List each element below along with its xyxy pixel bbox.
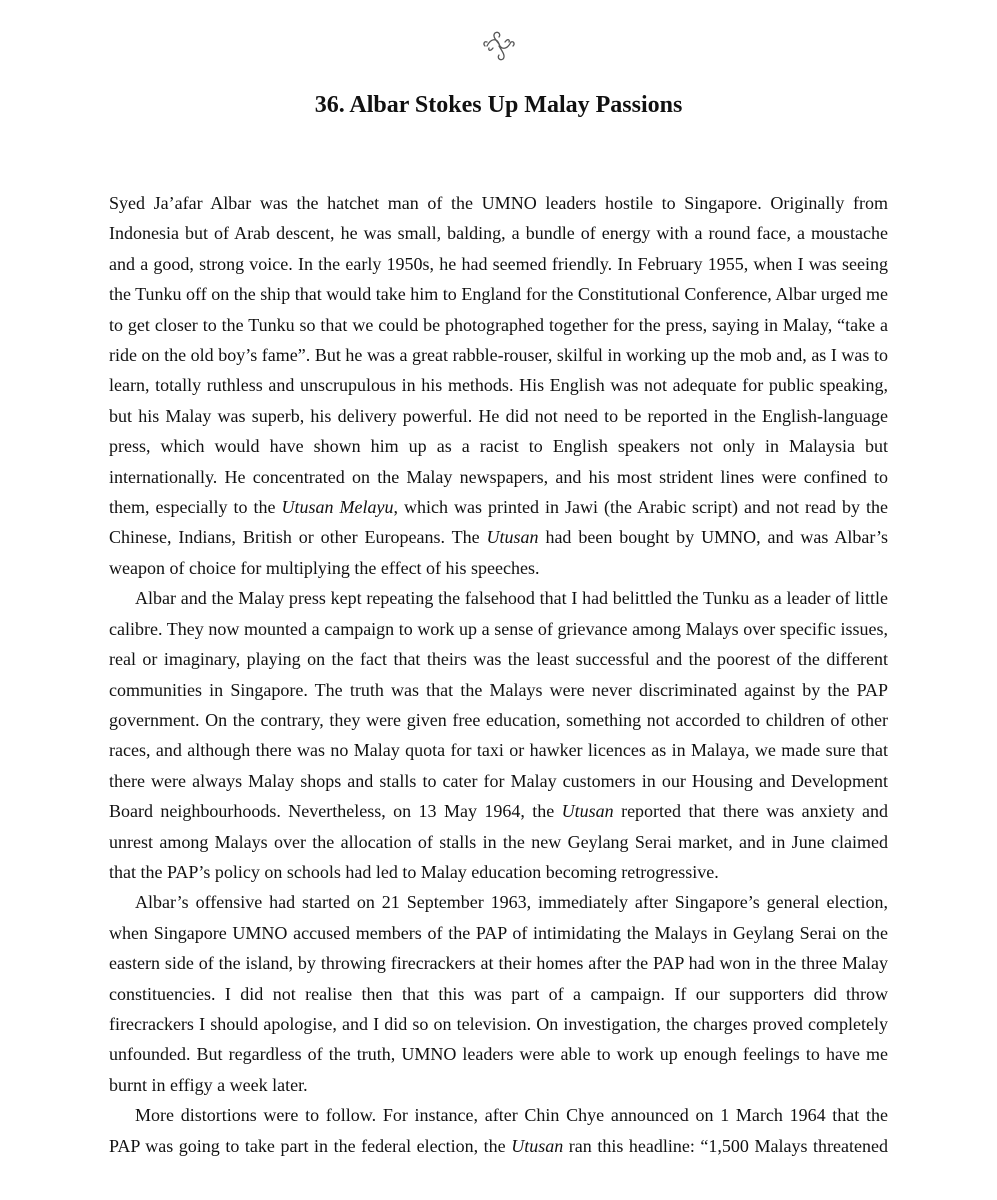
paragraph-text: had been bought by UMNO, and was Albar’s weapon of choice for multiplying the effect of his speeches. bbox=[109, 527, 888, 578]
newspaper-name: Utusan bbox=[486, 527, 539, 548]
paragraph-text: Albar’s offensive had started on 21 September 1963, immediately after Singapore’s general election, when Singapore UMNO accused members of the PAP of intimidating the Malays in Geylang Serai on the eastern side of the island, by throwing firecrackers at their homes after the PAP had won in the three Malay constituencies. I did not realise then that this was part of a campaign. If our supporters did throw firecrackers I should apologise, and I did so on television. On investigation, the charges proved completely unfounded. But regardless of the truth, UMNO leaders were able to work up enough feelings to have me burnt in effigy a week later. bbox=[109, 892, 888, 1095]
newspaper-name: Utusan bbox=[561, 801, 614, 822]
fleuron-ornament-icon bbox=[479, 28, 519, 64]
chapter-title: 36. Albar Stokes Up Malay Passions bbox=[314, 92, 683, 118]
paragraph-text: ran this headline: “1,500 Malays threatened bbox=[563, 1135, 888, 1156]
paragraph-text: More distortions were to follow. For instance, after Chin Chye announced on 1 March 1964 that the PAP was going to take part in the federal election, the bbox=[109, 1105, 888, 1156]
paragraph-4 bbox=[109, 1100, 888, 1161]
newspaper-name: Utusan bbox=[511, 1135, 564, 1156]
paragraph-text: Syed Ja’afar Albar was the hatchet man of the UMNO leaders hostile to Singapore. Originally from Indonesia but of Arab descent, he was small, balding, a bundle of energy with a round face, a moustache and a good, strong voice. In the early 1950s, he had seemed friendly. In February 1955, when I was seeing the Tunku off on the ship that would take him to England for the Constitutional Conference, Albar urged me to get closer to the Tunku so that we could be photographed together for the press, saying in Malay, “take a ride on the old boy’s fame”. But he was a great rabble-rouser, skilful in working up the mob and, as I was to learn, totally ruthless and unscrupulous in his methods. His English was not adequate for public speaking, but his Malay was superb, his delivery powerful. He did not need to be reported in the English-language press, which would have shown him up as a racist to English speakers not only in Malaysia but internationally. He concentrated on the Malay newspapers, and his most strident lines were confined to them, especially to the bbox=[109, 193, 888, 518]
newspaper-name: Utusan Melayu bbox=[281, 497, 394, 518]
paragraph-2 bbox=[109, 583, 888, 887]
paragraph-text: , which was printed in Jawi (the Arabic script) and not read by the Chinese, Indians, British or other Europeans. The bbox=[109, 497, 888, 548]
body-text bbox=[109, 188, 888, 1161]
paragraph-1 bbox=[109, 188, 888, 583]
chapter-ornament bbox=[0, 28, 997, 64]
paragraph-3 bbox=[109, 887, 888, 1100]
paragraph-text: Albar and the Malay press kept repeating the falsehood that I had belittled the Tunku as a leader of little calibre. They now mounted a campaign to work up a sense of grievance among Malays over specific issues, real or imaginary, playing on the fact that theirs was the least successful and the poorest of the different communities in Singapore. The truth was that the Malays were never discriminated against by the PAP government. On the contrary, they were given free education, something not accorded to children of other races, and although there was no Malay quota for taxi or hawker licences as in Malaya, we made sure that there were always Malay shops and stalls to cater for Malay customers in our Housing and Development Board neighbourhoods. Nevertheless, on 13 May 1964, the bbox=[109, 588, 888, 822]
paragraph-text: reported that there was anxiety and unrest among Malays over the allocation of stalls in the new Geylang Serai market, and in June claimed that the PAP’s policy on schools had led to Malay education becoming retrogressive. bbox=[109, 801, 888, 882]
